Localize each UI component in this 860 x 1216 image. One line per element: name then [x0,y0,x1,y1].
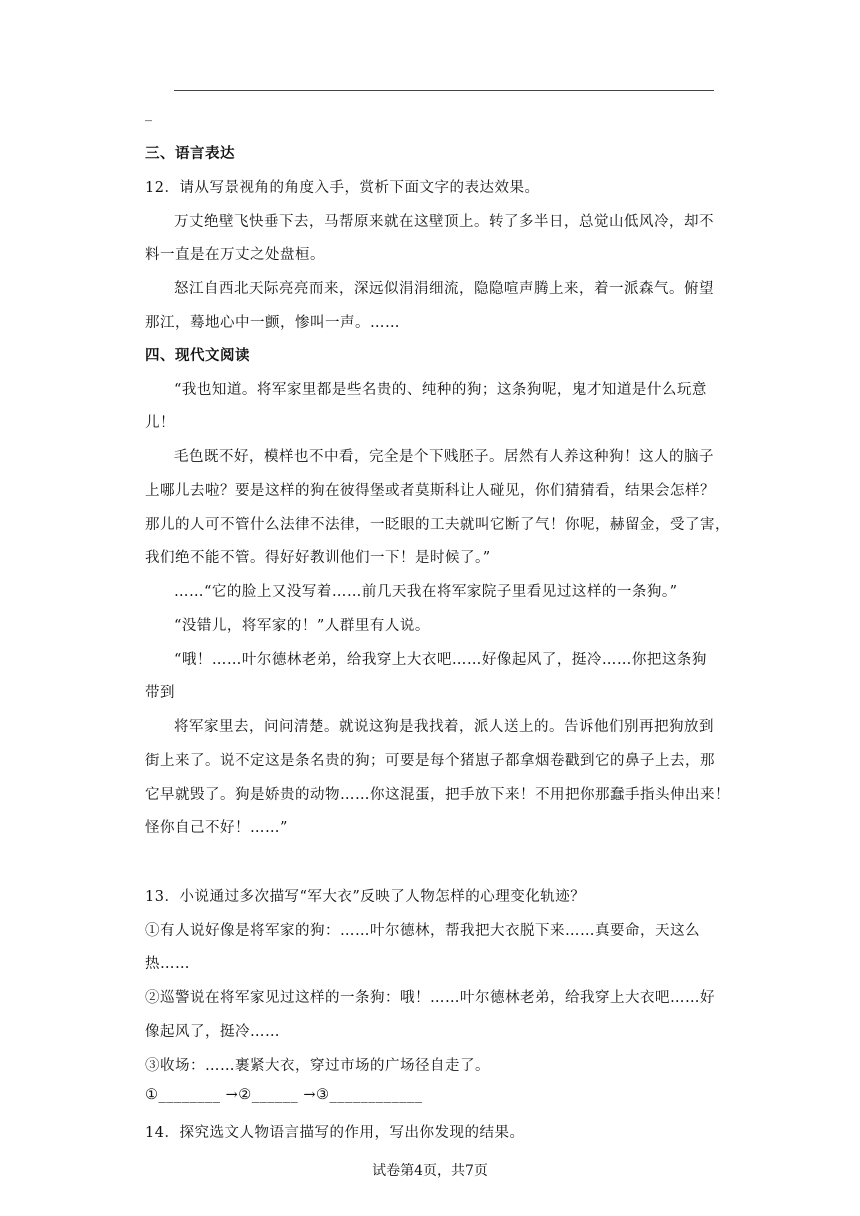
reading-line: 带到 [145,685,175,701]
reading-line: “没错儿，将军家的！”人群里有人说。 [174,618,430,634]
question-13-item: 像起风了，挺冷…… [145,1024,280,1040]
question-13-item: 热…… [145,956,190,972]
reading-line: 毛色既不好，模样也不中看，完全是个下贱胚子。居然有人养这种狗！这人的脑子 [174,449,714,465]
reading-line: “我也知道。将军家里都是些名贵的、纯种的狗；这条狗呢，鬼才知道是什么玩意 [174,382,707,398]
question-13-item: ③收场：……裹紧大衣，穿过市场的广场径自走了。 [145,1058,490,1074]
passage-line: 万丈绝壁飞快垂下去，马帮原来就在这壁顶上。转了多半日，总觉山低风冷，却不 [174,214,714,230]
passage-line: 料一直是在万丈之处盘桓。 [145,247,325,263]
question-13-item: ②巡警说在将军家见过这样的一条狗：哦！……叶尔德林老弟，给我穿上大衣吧……好 [145,990,715,1006]
reading-line: 将军家里去，问问清楚。就说这狗是我找着，派人送上的。告诉他们别再把狗放到 [174,719,714,735]
passage-line: 怒江自西北天际亮亮而来，深远似涓涓细流，隐隐喧声腾上来，着一派森气。俯望 [174,281,714,297]
reading-line: ……“它的脸上又没写着……前几天我在将军家院子里看见过这样的一条狗。” [174,584,678,600]
reading-line: 街上来了。说不定这是条名贵的狗；可要是每个猪崽子都拿烟卷戳到它的鼻子上去，那 [145,753,715,769]
question-14: 14．探究选文人物语言描写的作用，写出你发现的结果。 [145,1125,525,1141]
question-13: 13．小说通过多次描写“军大衣”反映了人物怎样的心理变化轨迹？ [145,889,586,905]
reading-line: “哦！……叶尔德林老弟，给我穿上大衣吧……好像起风了，挺冷……你把这条狗 [174,652,707,668]
question-12: 12．请从写景视角的角度入手，赏析下面文字的表达效果。 [145,180,540,196]
page-footer: 试卷第4页，共7页 [372,1163,488,1179]
passage-line: 那江，蓦地心中一颤，惨叫一声。…… [145,315,400,331]
reading-line: 怪你自己不好！……” [145,820,288,836]
answer-dash: _ [145,106,152,122]
question-13-blanks[interactable]: ①________ →②______ →③____________ [145,1087,423,1103]
section-heading-reading: 四、现代文阅读 [145,348,250,364]
section-heading-language: 三、语言表达 [145,146,235,162]
answer-line [174,90,714,91]
reading-line: 儿！ [145,415,175,431]
reading-line: 我们绝不能不管。得好好教训他们一下！是时候了。” [145,550,491,566]
reading-line: 那儿的人可不管什么法律不法律，一眨眼的工夫就叫它断了气！你呢，赫留金，受了害， [145,517,730,533]
reading-line: 上哪儿去啦？要是这样的狗在彼得堡或者莫斯科让人碰见，你们猜猜看，结果会怎样？ [145,483,715,499]
question-13-item: ①有人说好像是将军家的狗：……叶尔德林，帮我把大衣脱下来……真要命，天这么 [145,923,700,939]
reading-line: 它早就毁了。狗是娇贵的动物……你这混蛋，把手放下来！不用把你那蠢手指头伸出来！ [145,787,730,803]
